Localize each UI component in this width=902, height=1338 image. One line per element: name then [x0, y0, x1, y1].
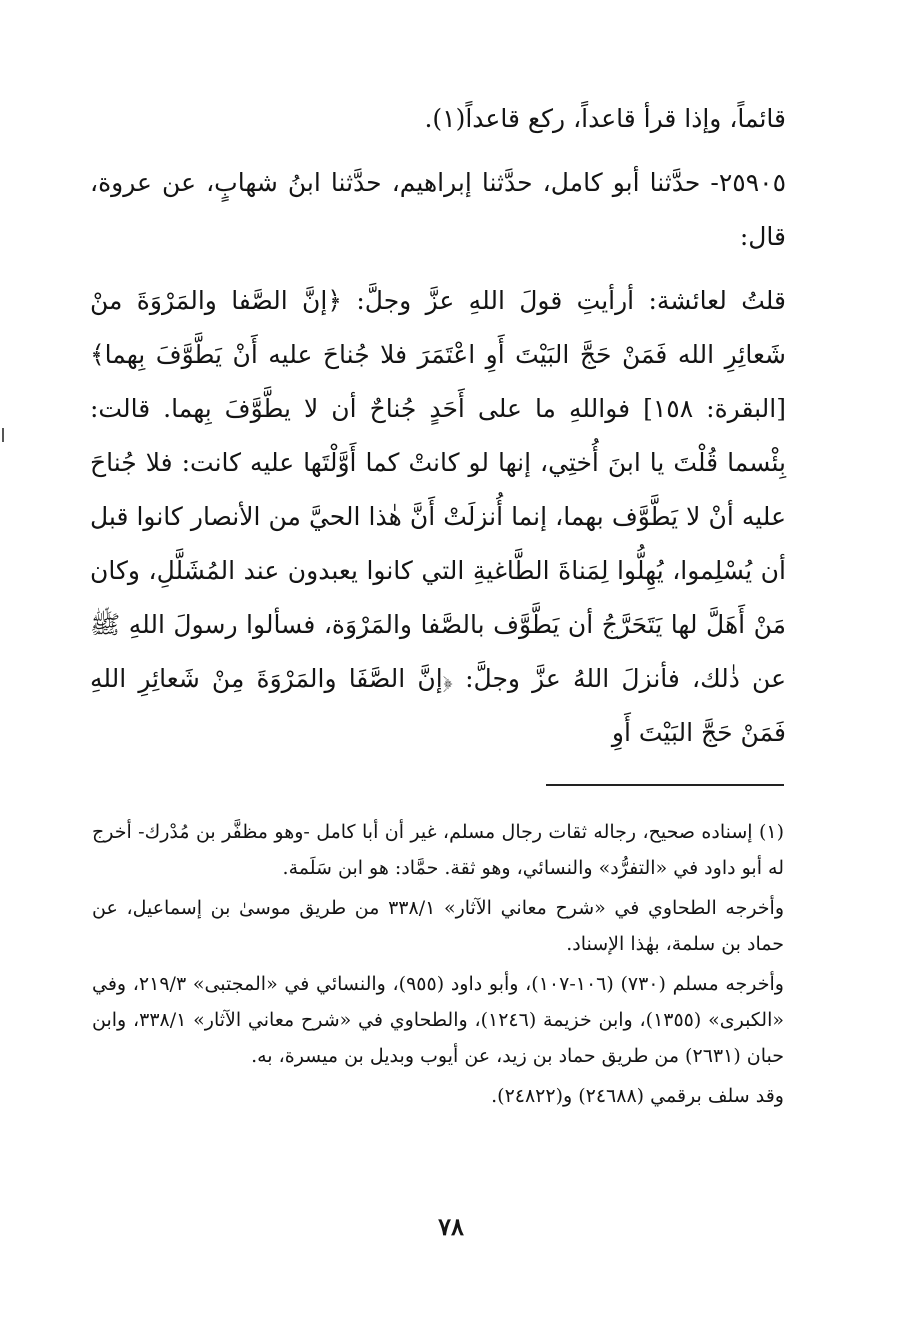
footnote-1: (١) إسناده صحيح، رجاله ثقات رجال مسلم، غير أن أبا كامل -وهو مظفَّر بن مُدْرك- أخرج له أبو داود في «التفرُّد» والنسائي، وهو ثقة. حمَّاد: هو ابن سَلَمة.: [92, 821, 784, 879]
footnote-separator: [546, 784, 784, 786]
paragraph-continuation: قائماً، وإذا قرأ قاعداً، ركع قاعداً(١).: [424, 104, 786, 133]
hadith-matn: قلتُ لعائشة: أرأيتِ قولَ اللهِ عزَّ وجلَّ: ﴿إنَّ الصَّفا والمَرْوَةَ منْ شَعائِرِ الله فَمَنْ حَجَّ البَيْتَ أَوِ اعْتَمَرَ فلا جُناحَ عليه أَنْ يَطَّوَّفَ بِهما﴾ [البقرة: ١٥٨] فواللهِ ما على أَحَدٍ جُناحٌ أن لا يطَّوَّفَ بِهما. قالت: بِئْسما قُلْتَ يا ابنَ أُختِي، إنها لو كانتْ كما أَوَّلْتَها عليه كانت: فلا جُناحَ عليه أنْ لا يَطَّوَّف بهما، إنما أُنزلَتْ أَنَّ هٰذا الحيَّ من الأنصار كانوا قبل أن يُسْلِموا، يُهِلُّوا لِمَناةَ الطَّاغيةِ التي كانوا يعبدون عند المُشَلَّلِ، وكان مَنْ أَهَلَّ لها يَتَحَرَّجُ أن يَطَّوَّف بالصَّفا والمَرْوَة، فسألوا رسولَ اللهِ ﷺ عن ذٰلك، فأنزلَ اللهُ عزَّ وجلَّ: ﴿إنَّ الصَّفَا والمَرْوَةَ مِنْ شَعائِرِ اللهِ فَمَنْ حَجَّ البَيْتَ أَوِ: [90, 286, 786, 747]
footnote-4: وقد سلف برقمي (٢٤٦٨٨) و(٢٤٨٢٢).: [491, 1085, 784, 1107]
main-text: [90, 92, 786, 760]
footnote-2: وأخرجه الطحاوي في «شرح معاني الآثار» ٣٣٨/١ من طريق موسىٰ بن إسماعيل، عن حماد بن سلمة، بهٰذا الإسناد.: [92, 897, 784, 955]
page-number: ٧٨: [438, 1212, 464, 1241]
footnotes: [92, 814, 784, 1118]
footnote-3: وأخرجه مسلم (٧٣٠) (١٠٦-١٠٧)، وأبو داود (٩٥٥)، والنسائي في «المجتبى» ٢١٩/٣، وفي «الكبرى» (١٣٥٥)، وابن خزيمة (١٢٤٦)، والطحاوي في «شرح معاني الآثار» ٣٣٨/١، وابن حبان (٢٦٣١) من طريق حماد بن زيد، عن أيوب وبديل بن ميسرة، به.: [92, 973, 784, 1067]
hadith-isnad: ٢٥٩٠٥- حدَّثنا أبو كامل، حدَّثنا إبراهيم، حدَّثنا ابنُ شهابٍ، عن عروة، قال:: [90, 168, 786, 251]
scan-margin-mark: [2, 428, 4, 442]
